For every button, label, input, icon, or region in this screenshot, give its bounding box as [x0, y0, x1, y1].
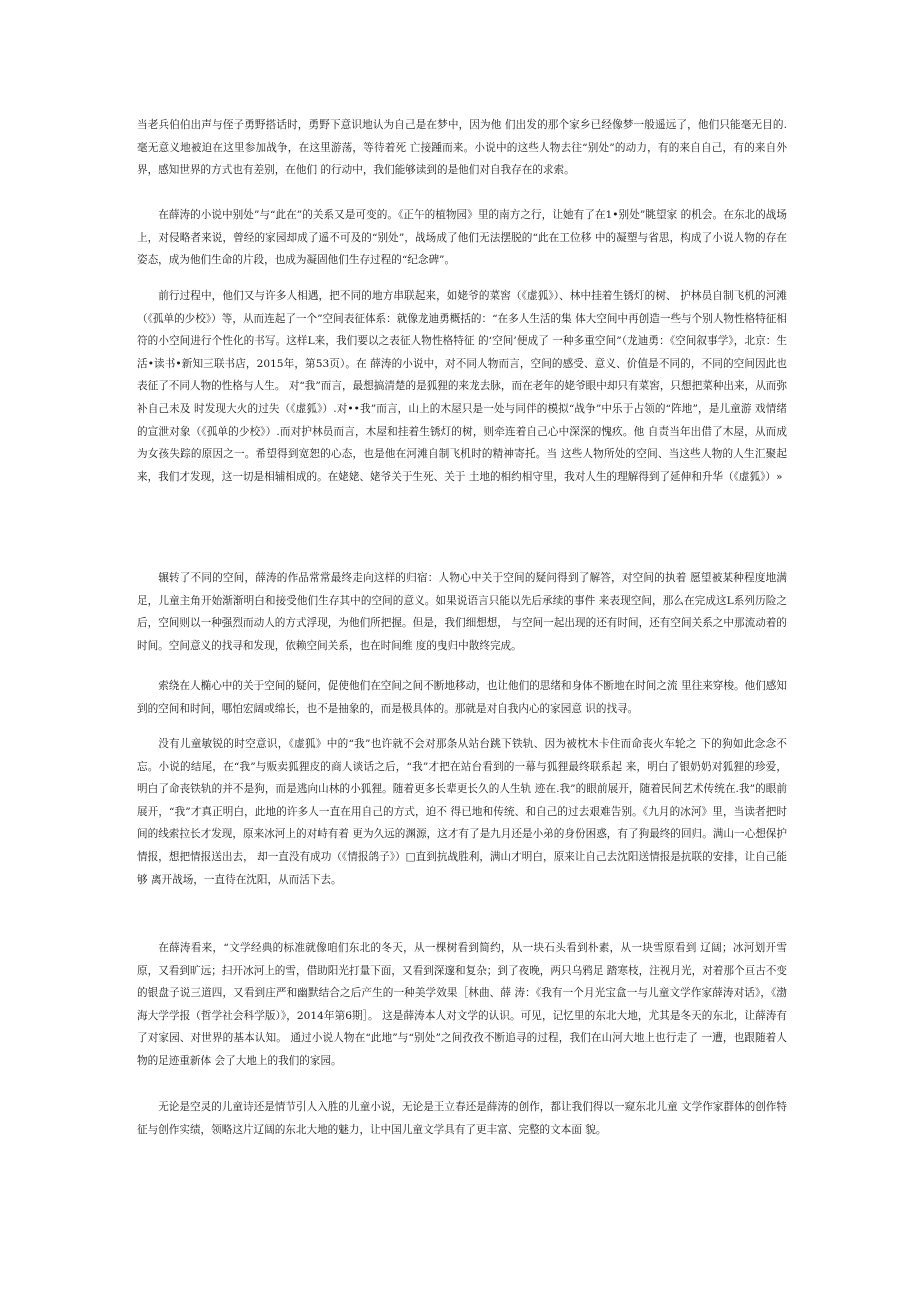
paragraph-5: 索绕在人椭心中的关于空间的疑问，促使他们在空间之间不断地移动，也让他们的思绪和身体不断地在时间之流 里往来穿梭。他们感知到的空间和时间，哪怕宏阔或绵长，也不是抽象的，而是极具体的。那就是对自我内心的家园意 识的找寻。: [137, 680, 787, 715]
paragraph-7: 在薛涛看来，“文学经典的标准就像咱们东北的冬天，从一棵树看到简约，从一块石头看到朴素，从一块雪原看到 辽阔；冰河划开雪原，又看到旷远；扫开冰河上的雪，借助阳光打量下面，又看到深邃和复杂；到了夜晚，两只乌鸦足 踏寒枝，注视月光，对着那个亘古不变的银盘子说三道四，又看到庄严和幽默结合之后产生的一种美学效果［林曲、薛 涛：《我有一个月光宝盒一与儿童文学作家薛涛对话》，《渤海大学学报（哲学社会科学版）》，2014年第6期］。 这是薛涛本人对文学的认识。可见，记忆里的东北大地，尤其是冬天的东北，让薛涛有了对家园、对世界的基本认知。 通过小说人物在“此地”与“别处”之间孜孜不断追寻的过程，我们在山河大地上也行走了 一遭，也跟随着人物的足迹重新体 会了大地上的我们的家园。: [137, 942, 787, 1067]
paragraph-6: 没有儿童敏锐的时空意识，《虚狐》中的“我”也许就不会对那条从站台跳下铁轨、因为被枕木卡住而命丧火车轮之 下的狗如此念念不忘。小说的结尾，在“我”与贩卖狐狸皮的商人谈话之后，“我”才把在站台看到的一幕与狐狸最终联系起 来，明白了银奶奶对狐狸的珍爱，明白了命丧铁轨的并不是狗，而是逃向山林的小狐狸。随着更多长辈更长久的人生轨 迹在.我”的眼前展开，随着民间艺术传统在.我”的眼前展开，“我”才真正明白，此地的许多人一直在用自己的方式，迫不 得已地和传统、和自己的过去艰难告别。《九月的冰河》里，当读者把时间的线索拉长才发现，原来冰河上的对峙有着 更为久远的渊源，这才有了是九月还是小弟的身份困惑，有了狗最终的回归。满山一心想保护情报，想把情报送出去， 却一直没有成功（《情报鸽子》）□直到抗战胜利，满山才明白，原来让自己去沈阳送情报是抗联的安排，让自己能够 离开战场，一直待在沈阳，从而活下去。: [137, 738, 787, 886]
paragraph-4: 辗转了不同的空间，薛涛的作品常常最终走向这样的归宿：人物心中关于空间的疑问得到了解答，对空间的执着 愿望被某种程度地满足，儿童主角开始渐渐明白和接受他们生存其中的空间的意义。如果说语言只能以先后承续的事件 来表现空间，那么在完成这L系列历险之后，空间则以一种强烈而动人的方式浮现，为他们所把握。但是，我们细想想， 与空间一起出现的还有时间，还有空间关系之中那流动着的时间。空间意义的找寻和发现，依赖空间关系，也在时间维 度的曳归中散终完成。: [137, 572, 787, 652]
paragraph-8: 无论是空灵的儿童诗还是情节引人入胜的儿童小说，无论是王立春还是薛涛的创作，都让我们得以一窥东北儿童 文学作家群体的创作特征与创作实绩，领略这片辽阔的东北大地的魅力，让中国儿童文学具有了更丰富、完整的文本面 貌。: [137, 1101, 787, 1136]
paragraph-2: 在薛涛的小说中别处”与“此在”的关系又是可变的。《正午的植物园》里的南方之行，让她有了在1•别处”眺望家 的机会。在东北的战场上，对侵略者来说，曾经的家园却成了遥不可及的“别处”，战场成了他们无法摆脱的“此在工位移 中的凝塑与省思，构成了小说人物的存在姿态，成为他们生命的片段，也成为凝固他们生存过程的“纪念碑”。: [137, 209, 787, 267]
paragraph-1: 当老兵伯伯出声与侄子勇野搭话时，勇野下意识地认为自己是在梦中，因为他 们出发的那个家乡已经像梦一般遥远了，他们只能毫无目的. 毫无意义地被迫在这里参加战争，在这里游荡，等待着死 亡接踵而来。小说中的这些人物去往“别处”的动力，有的来自自己，有的来自外界，感知世界的方式也有差别，在他们 的行动中，我们能够读到的是他们对自我存在的求索。: [137, 119, 787, 177]
paragraph-3: 前行过程中，他们又与许多人相遇，把不同的地方串联起来，如姥爷的菜窖（《虚狐》）、林中挂着生锈灯的树、 护林员自制飞机的河滩（《孤单的少校》）等，从而连起了一个”空间表征体系：就像龙迪勇概括的：“在多人生活的集 体大空间中再创造一些与个别人物性格特征相符的小空间进行个性化的书写。这样L来，我们要以之表征人物性格特征 的‘空间’便成了 一种多重空间”（龙迪勇：《空间叙事学》，北京：生活•读书•新知三联书店，2015年，第53页）。在 薛涛的小说中，对不同人物而言，空间的感受、意义、价值是不同的，不同的空间因此也表征了不同人物的性格与人生。 对“我”而言，最想搞清楚的是狐狸的来龙去脉，而在老年的姥爷眼中却只有菜窖，只想把菜种出来，从而弥补自己未及 时发现大火的过失（《虚狐》）.对••我”而言，山上的木屋只是一处与同伴的模拟“战争”中乐于占领的“阵地”，是儿童游 戏情绪的宣泄对象（《孤单的少校》）.而对护林员而言，木屋和挂着生锈灯的树，则牵连着自己心中深深的愧疚。他 自责当年出借了木屋，从而成为女孩失踪的原因之一。希望得到宽恕的心态，也是他在河滩自制飞机时的精神寄托。当 这些人物所处的空间、当这些人物的人生汇聚起来，我们才发现，这一切是相辅相成的。在姥姥、姥爷关于生死、关于 土地的相约相守里，我对人生的理解得到了延伸和升华（《虚狐》）»: [137, 290, 787, 483]
